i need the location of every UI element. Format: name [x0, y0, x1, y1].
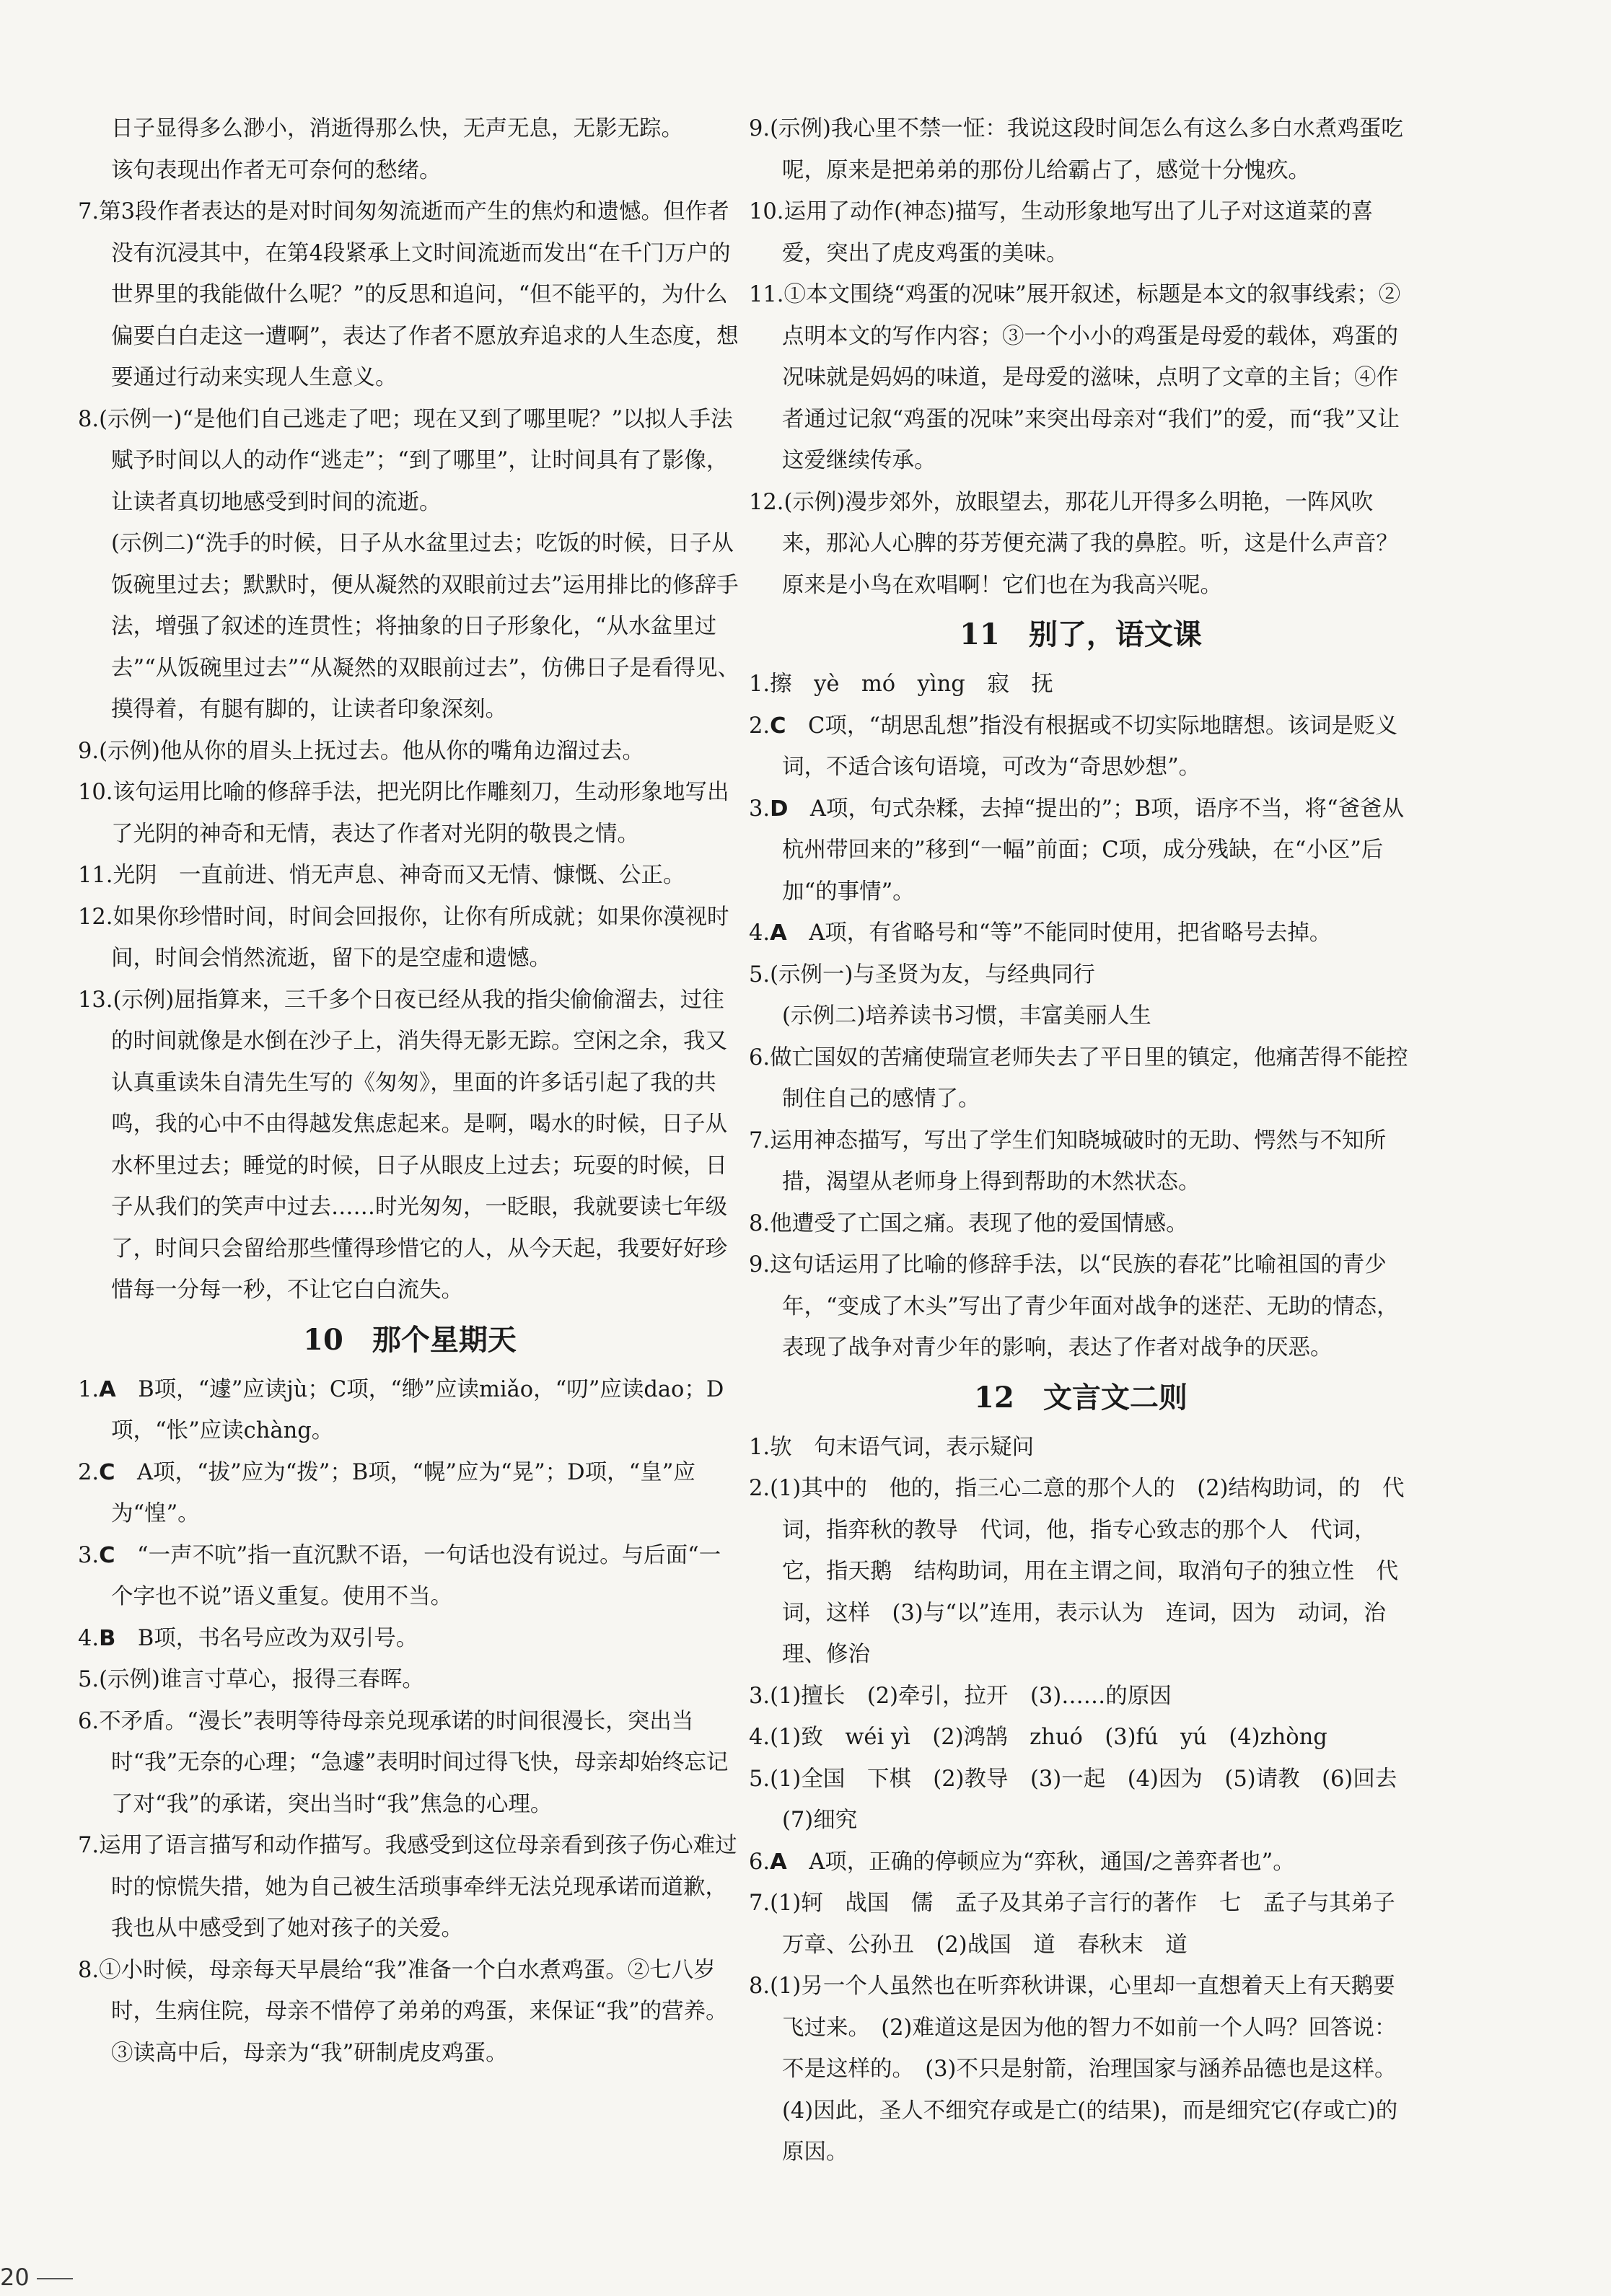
answer-item — [78, 897, 742, 980]
answer-item — [749, 995, 1413, 1037]
answer-item — [78, 1950, 742, 2075]
section-heading — [749, 1372, 1413, 1424]
answer-item — [749, 1717, 1413, 1759]
item-text: (示例一)“是他们自己逃走了吧；现在又到了哪里呢？”以拟人手法赋予时间以人的动作“逃走”；“到了哪里”，让时间具有了影像，让读者真切地感受到时间的流逝。 — [99, 406, 733, 515]
answer-item — [78, 523, 742, 731]
answer-item — [78, 1535, 742, 1618]
item-text: 该句运用比喻的修辞手法，把光阴比作雕刻刀，生动形象地写出了光阴的神奇和无情，表达了作者对光阴的敬畏之情。 — [111, 780, 729, 847]
item-number: 2. — [749, 1476, 771, 1501]
item-number: 1. — [749, 1434, 771, 1460]
section-number: 12 — [974, 1380, 1014, 1415]
item-number: 6. — [78, 1708, 100, 1734]
item-text: A项，正确的停顿应为“弈秋，通国/之善弈者也”。 — [786, 1849, 1295, 1875]
answer-item — [749, 788, 1413, 913]
item-text: 运用了动作(神态)描写，生动形象地写出了儿子对这道菜的喜爱，突出了虎皮鸡蛋的美味。 — [782, 199, 1374, 266]
item-text: (示例)谁言寸草心，报得三春晖。 — [99, 1667, 424, 1692]
item-number: 3. — [78, 1542, 100, 1568]
item-text: B项，“遽”应读jù；C项，“缈”应读miǎo，“叨”应读dao；D项，“怅”应读chàng。 — [111, 1376, 724, 1443]
item-text: 做亡国奴的苦痛使瑞宣老师失去了平日里的镇定，他痛苦得不能控制住自己的感情了。 — [770, 1044, 1408, 1112]
answer-item — [78, 731, 742, 773]
item-text: 该句表现出作者无可奈何的愁绪。 — [111, 157, 442, 183]
item-number: 6. — [749, 1849, 771, 1875]
item-text: C项，“胡思乱想”指没有根据或不切实际地瞎想。该词是贬义词，不适合该句语境，可改为“奇思妙想”。 — [782, 713, 1398, 780]
item-text: (示例)我心里不禁一怔：我说这段时间怎么有这么多白水煮鸡蛋吃呢，原来是把弟弟的那份儿给霸占了，感觉十分愧疚。 — [770, 116, 1403, 183]
answer-item — [78, 1369, 742, 1452]
item-number: 10. — [78, 780, 113, 805]
item-text: B项，书名号应改为双引号。 — [115, 1625, 418, 1651]
answer-item — [749, 1244, 1413, 1369]
answer-item — [78, 1825, 742, 1950]
answer-key: A — [770, 920, 787, 946]
answer-key: A — [770, 1849, 787, 1875]
answer-key: D — [770, 796, 789, 822]
item-number: 5. — [78, 1667, 100, 1692]
item-text: ①本文围绕“鸡蛋的况味”展开叙述，标题是本文的叙事线索；②点明本文的写作内容；③一个小小的鸡蛋是母爱的载体，鸡蛋的况味就是妈妈的味道，是母爱的滋味，点明了文章的主旨；④作者通过记叙“鸡蛋的况味”来突出母亲对“我们”的爱，而“我”又让这爱继续传承。 — [782, 282, 1401, 473]
item-text: (示例)漫步郊外，放眼望去，那花儿开得多么明艳，一阵风吹来，那沁人心脾的芬芳便充满了我的鼻腔。听，这是什么声音？原来是小鸟在欢唱啊！它们也在为我高兴呢。 — [782, 489, 1398, 598]
answer-item — [78, 1659, 742, 1701]
answer-item — [749, 482, 1413, 607]
item-number: 2. — [78, 1459, 100, 1485]
section-heading — [78, 1314, 742, 1366]
item-text: (1)全国 下棋 (2)教导 (3)一起 (4)因为 (5)请教 (6)回去 (7)细究 — [770, 1766, 1419, 1833]
answer-item — [749, 1120, 1413, 1203]
item-number: 5. — [749, 962, 771, 988]
item-number: 12. — [78, 904, 113, 930]
item-text: (1)另一个人虽然也在听弈秋讲课，心里却一直想着天上有天鹅要飞过来。 (2)难道这是因为他的智力不如前一个人吗？回答说：不是这样的。 (3)不只是射箭，治理国家与涵养品德也是这样。 (4)因此，圣人不细究存或是亡(的结果)，而是细究它(存或亡)的原因。 — [770, 1974, 1408, 2165]
item-text: A项，“拔”应为“拨”；B项，“幌”应为“晃”；D项，“皇”应为“惶”。 — [111, 1459, 695, 1526]
answer-item — [78, 1452, 742, 1535]
answer-item — [749, 1842, 1413, 1883]
answer-item — [749, 664, 1413, 705]
item-text: 光阴 一直前进、悄无声息、神奇而又无情、慷慨、公正。 — [113, 863, 685, 888]
item-number: 1. — [749, 672, 771, 697]
item-number: 8. — [749, 1210, 771, 1236]
item-text: (示例二)“洗手的时候，日子从水盆里过去；吃饭的时候，日子从饭碗里过去；默默时，便从凝然的双眼前过去”运用排比的修辞手法，增强了叙述的连贯性；将抽象的日子形象化，“从水盆里过去”“从饭碗里过去”“从凝然的双眼前过去”，仿佛日子是看得见、摸得着，有腿有脚的，让读者印象深刻。 — [111, 531, 739, 722]
answer-key: C — [99, 1542, 115, 1568]
answer-item — [78, 108, 742, 150]
item-text: A项，句式杂糅，去掉“提出的”；B项，语序不当，将“爸爸从杭州带回来的”移到“一幅”前面；C项，成分残缺，在“小区”后加“的事情”。 — [782, 796, 1405, 905]
page-number: 20 — [0, 2264, 73, 2291]
item-text: 擦 yè mó yìng 寂 抚 — [770, 672, 1053, 697]
item-number: 3. — [749, 796, 771, 822]
item-number: 4. — [78, 1625, 100, 1651]
answer-item — [749, 1883, 1413, 1966]
item-number: 12. — [749, 489, 784, 515]
item-text: 日子显得多么渺小，消逝得那么快，无声无息，无影无踪。 — [111, 116, 683, 141]
item-number: 11. — [78, 863, 113, 888]
item-text: “一声不吭”指一直沉默不语，一句话也没有说过。与后面“一个字也不说”语义重复。使用不当。 — [111, 1542, 721, 1609]
item-text: 运用了语言描写和动作描写。我感受到这位母亲看到孩子伤心难过时的惊慌失措，她为自己被生活琐事牵绊无法兑现承诺而道歉，我也从中感受到了她对孩子的关爱。 — [99, 1833, 737, 1941]
item-text: A项，有省略号和“等”不能同时使用，把省略号去掉。 — [786, 920, 1332, 946]
item-text: (1)致 wéi yì (2)鸿鹄 zhuó (3)fú yú (4)zhòng — [770, 1725, 1327, 1750]
answer-item — [78, 772, 742, 855]
item-number: 7. — [749, 1127, 771, 1153]
answer-item — [749, 1676, 1413, 1717]
section-number: 11 — [960, 617, 1000, 651]
item-text: (示例一)与圣贤为友，与经典同行 — [770, 962, 1095, 988]
answer-key: A — [99, 1376, 116, 1402]
answer-item — [749, 191, 1413, 274]
item-text: (1)轲 战国 儒 孟子及其弟子言行的著作 七 孟子与其弟子万章、公孙丑 (2)战国 道 春秋末 道 — [770, 1891, 1395, 1958]
item-number: 11. — [749, 282, 784, 307]
answer-item — [78, 855, 742, 897]
section-number: 10 — [303, 1322, 343, 1357]
section-title: 那个星期天 — [372, 1322, 517, 1357]
item-text: 他遭受了亡国之痛。表现了他的爱国情感。 — [770, 1210, 1188, 1236]
item-number: 7. — [78, 1833, 100, 1858]
item-number: 8. — [749, 1974, 771, 1999]
answer-item — [78, 191, 742, 399]
item-number: 9. — [78, 738, 100, 764]
item-text: (1)擅长 (2)牵引，拉开 (3)……的原因 — [770, 1683, 1172, 1709]
answer-item — [749, 1468, 1413, 1676]
answer-item — [78, 1618, 742, 1660]
item-text: 如果你珍惜时间，时间会回报你，让你有所成就；如果你漠视时间，时间会悄然流逝，留下的是空虚和遗憾。 — [111, 904, 729, 971]
answer-item — [749, 912, 1413, 954]
item-number: 13. — [78, 987, 113, 1013]
answer-item — [78, 1701, 742, 1826]
answer-item — [749, 108, 1413, 191]
item-text: (示例)他从你的眉头上抚过去。他从你的嘴角边溜过去。 — [99, 738, 644, 764]
answer-key: B — [99, 1625, 116, 1651]
section-heading — [749, 609, 1413, 661]
section-title: 别了，语文课 — [1028, 617, 1202, 651]
item-number: 7. — [749, 1891, 771, 1916]
answer-item — [749, 1759, 1419, 1842]
answer-item — [78, 150, 742, 192]
left-column — [78, 108, 742, 2074]
answer-key: C — [99, 1459, 115, 1485]
answer-item — [749, 1966, 1413, 2173]
answer-item — [749, 1427, 1413, 1469]
item-text: 运用神态描写，写出了学生们知晓城破时的无助、愕然与不知所措，渴望从老师身上得到帮助的木然状态。 — [770, 1127, 1387, 1195]
answer-item — [749, 705, 1413, 788]
item-number: 5. — [749, 1766, 771, 1792]
item-number: 9. — [749, 1252, 771, 1277]
answer-item — [78, 399, 742, 524]
item-number: 8. — [78, 1957, 100, 1983]
item-number: 4. — [749, 1725, 771, 1750]
item-number: 7. — [78, 199, 100, 224]
item-number: 1. — [78, 1376, 100, 1402]
answer-item — [78, 980, 742, 1311]
item-text: (示例二)培养读书习惯，丰富美丽人生 — [782, 1003, 1151, 1029]
answer-item — [749, 274, 1413, 482]
item-text: (示例)屈指算来，三千多个日夜已经从我的指尖偷偷溜去，过往的时间就像是水倒在沙子上，消失得无影无踪。空闲之余，我又认真重读朱自清先生写的《匆匆》，里面的许多话引起了我的共鸣，我的心中不由得越发焦虑起来。是啊，喝水的时候，日子从水杯里过去；睡觉的时候，日子从眼皮上过去；玩耍的时候，日子从我们的笑声中过去……时光匆匆，一眨眼，我就要读七年级了，时间只会留给那些懂得珍惜它的人，从今天起，我要好好珍惜每一分每一秒，不让它白白流失。 — [111, 987, 727, 1303]
item-number: 9. — [749, 116, 771, 141]
item-text: 第3段作者表达的是对时间匆匆流逝而产生的焦灼和遗憾。但作者没有沉浸其中，在第4段紧承上文时间流逝而发出“在千门万户的世界里的我能做什么呢？”的反思和追问，“但不能平的，为什么偏要白白走这一遭啊”，表达了作者不愿放弃追求的人生态度，想要通过行动来实现人生意义。 — [99, 199, 739, 390]
answer-key: C — [770, 713, 786, 739]
answer-item — [749, 1037, 1413, 1120]
item-text: ①小时候，母亲每天早晨给“我”准备一个白水煮鸡蛋。②七八岁时，生病住院，母亲不惜停了弟弟的鸡蛋，来保证“我”的营养。③读高中后，母亲为“我”研制虎皮鸡蛋。 — [99, 1957, 728, 2066]
right-column — [749, 108, 1419, 2173]
item-number: 10. — [749, 199, 784, 224]
answer-item — [749, 1203, 1413, 1245]
item-text: (1)其中的 他的，指三心二意的那个人的 (2)结构助词，的 代词，指弈秋的教导 代词，他，指专心致志的那个人 代词，它，指天鹅 结构助词，用在主谓之间，取消句子的独立性 代词，这样 (3)与“以”连用，表示认为 连词，因为 动词，治理、修治 — [770, 1476, 1405, 1667]
item-text: 不矛盾。“漫长”表明等待母亲兑现承诺的时间很漫长，突出当时“我”无奈的心理；“急遽”表明时间过得飞快，母亲却始终忘记了对“我”的承诺，突出当时“我”焦急的心理。 — [99, 1708, 729, 1817]
item-number: 3. — [749, 1683, 771, 1709]
answer-item — [749, 954, 1413, 996]
section-title: 文言文二则 — [1042, 1380, 1188, 1415]
item-number: 8. — [78, 406, 100, 432]
item-text: 欤 句末语气词，表示疑问 — [770, 1434, 1035, 1460]
item-text: 这句话运用了比喻的修辞手法，以“民族的春花”比喻祖国的青少年，“变成了木头”写出了青少年面对战争的迷茫、无助的情态，表现了战争对青少年的影响，表达了作者对战争的厌恶。 — [770, 1252, 1399, 1360]
item-number: 4. — [749, 920, 771, 946]
item-number: 6. — [749, 1044, 771, 1070]
item-number: 2. — [749, 713, 771, 739]
